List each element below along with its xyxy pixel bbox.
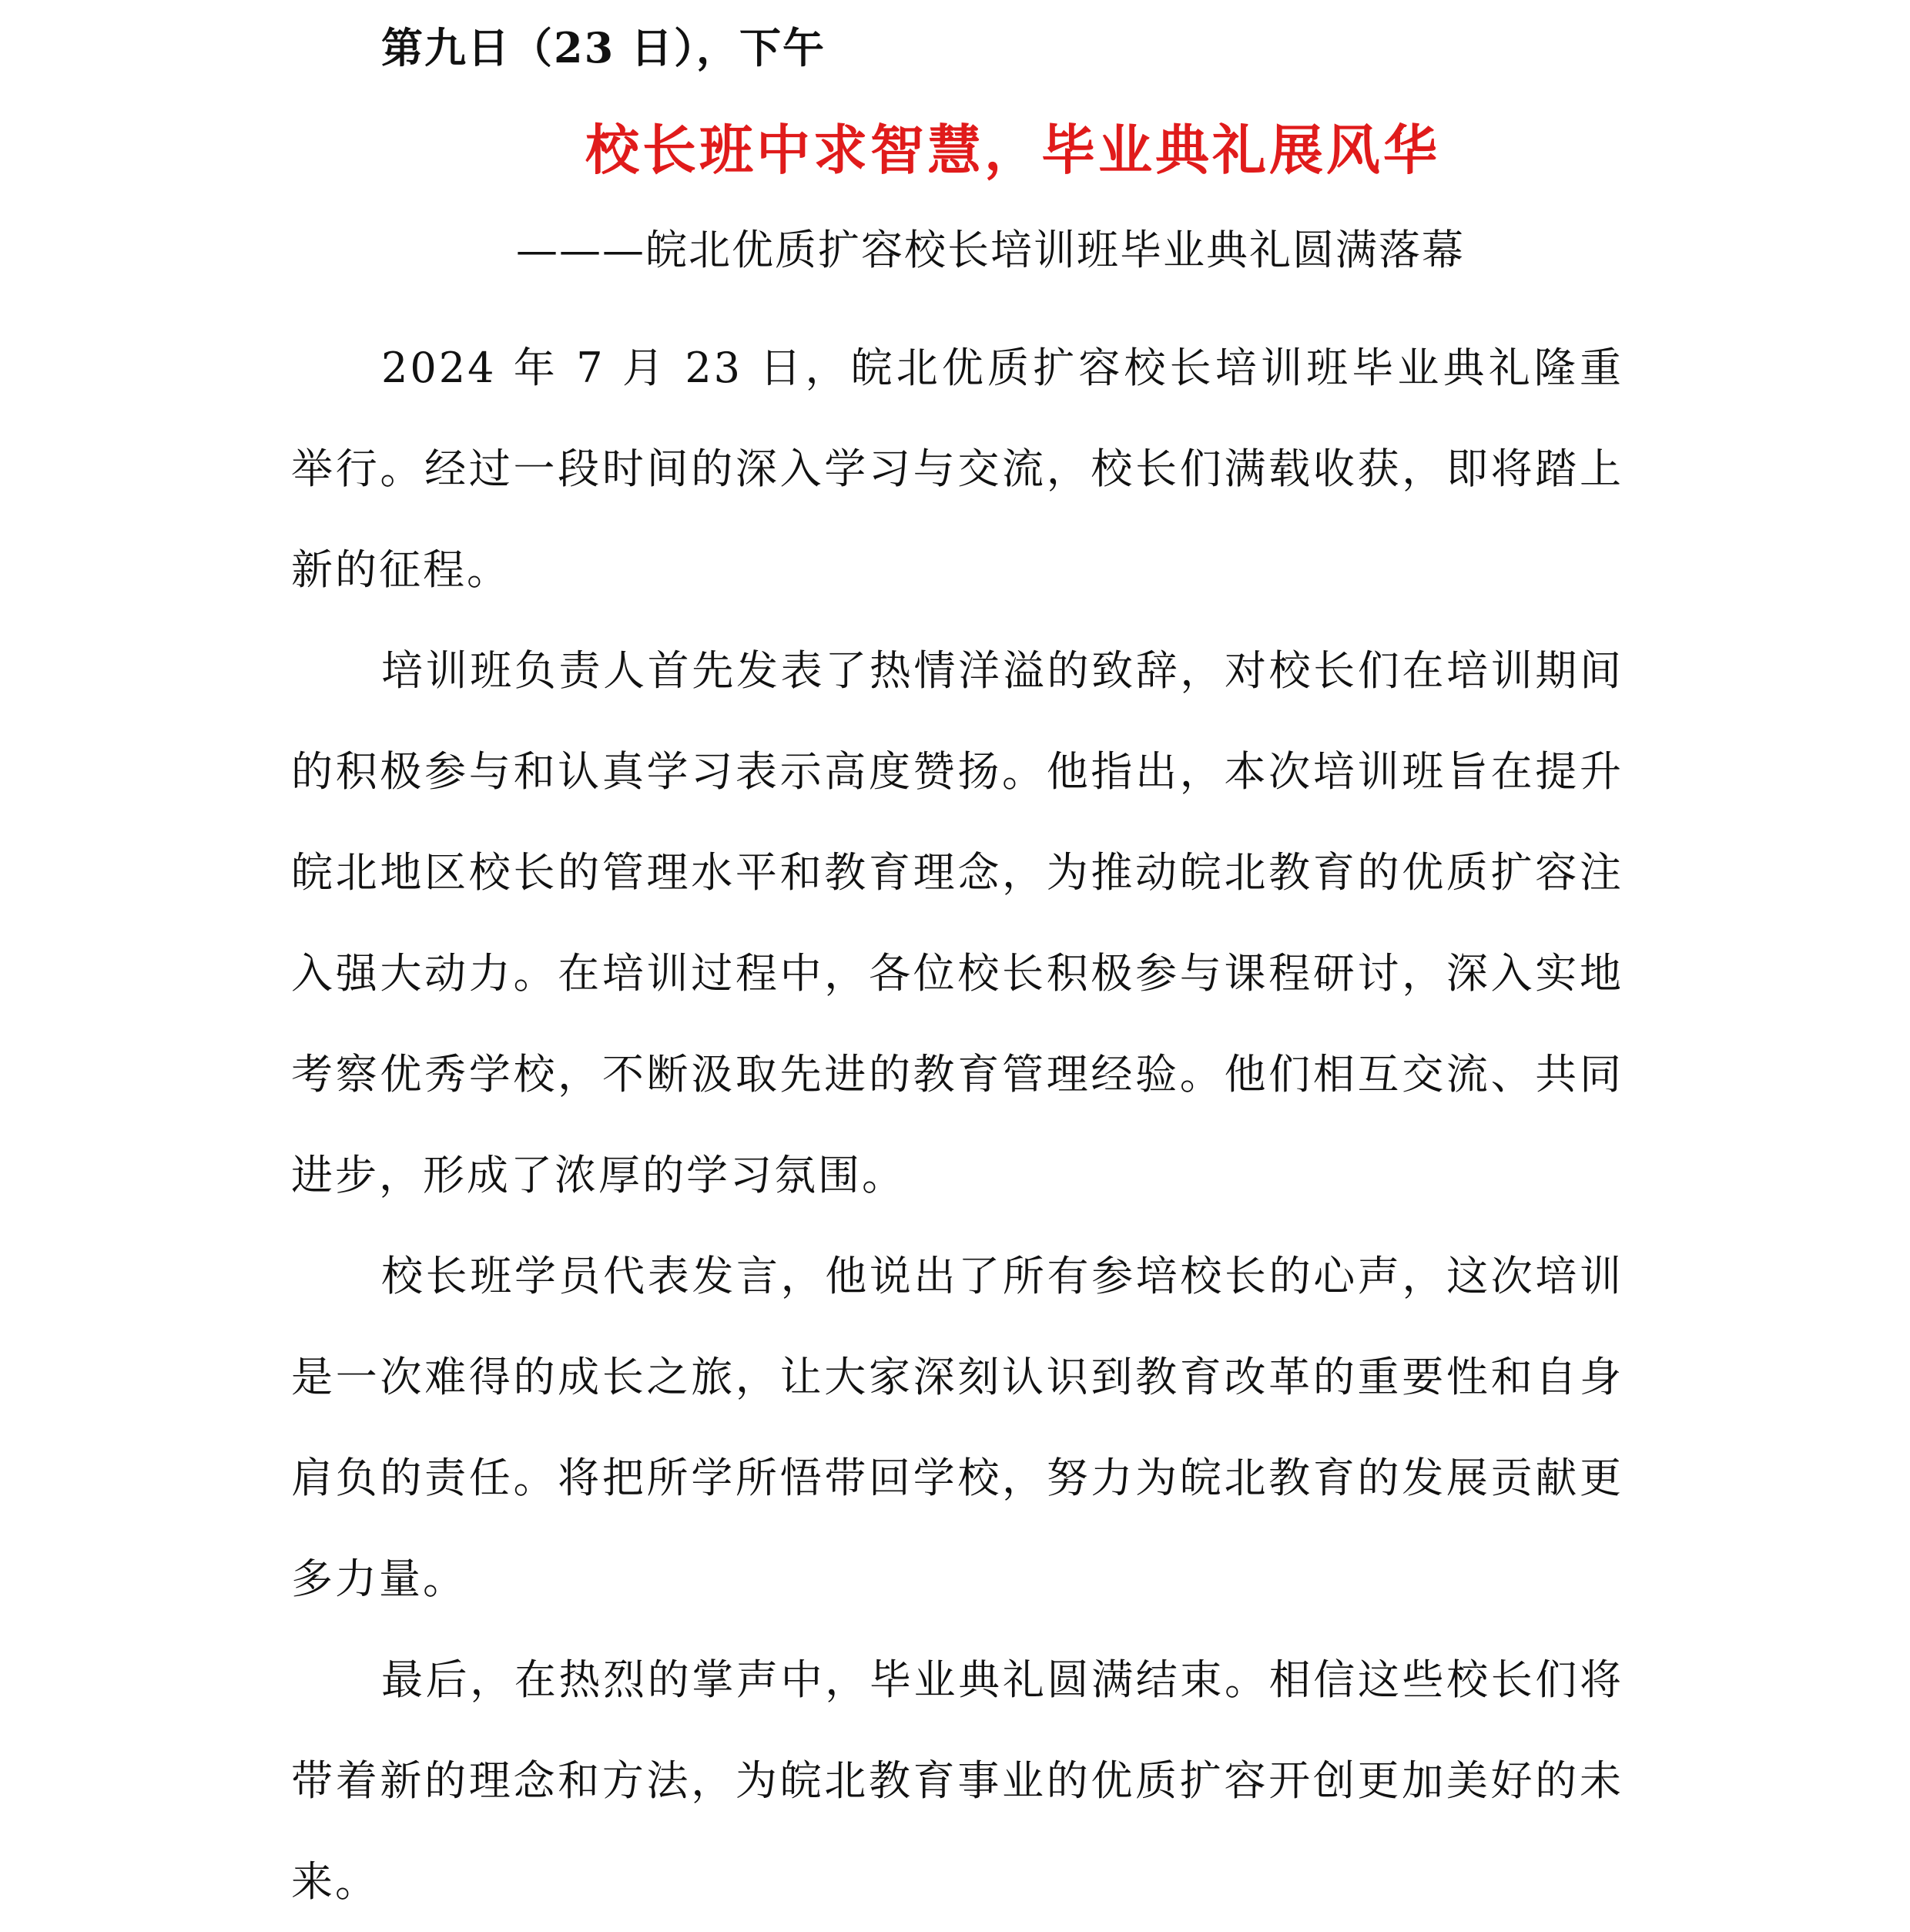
paragraph: 校长班学员代表发言，他说出了所有参培校长的心声，这次培训是一次难得的成长之旅，让大家深刻认识到教育改革的重要性和自身肩负的责任。将把所学所悟带回学校，努力为皖北教育的发展贡献更多力量。	[291, 1252, 1624, 1603]
paragraph: 培训班负责人首先发表了热情洋溢的致辞，对校长们在培训期间的积极参与和认真学习表示高度赞扬。他指出，本次培训班旨在提升皖北地区校长的管理水平和教育理念，为推动皖北教育的优质扩容注入强大动力。在培训过程中，各位校长积极参与课程研讨，深入实地考察优秀学校，不断汲取先进的教育管理经验。他们相互交流、共同进步，形成了浓厚的学习氛围。	[291, 646, 1624, 1199]
article-body	[291, 317, 1624, 1932]
paragraph: 2024 年 7 月 23 日，皖北优质扩容校长培训班毕业典礼隆重举行。经过一段时间的深入学习与交流，校长们满载收获，即将踏上新的征程。	[291, 344, 1624, 594]
paragraph: 最后，在热烈的掌声中，毕业典礼圆满结束。相信这些校长们将带着新的理念和方法，为皖北教育事业的优质扩容开创更加美好的未来。	[291, 1655, 1624, 1906]
article-title: 校长班中求智慧，毕业典礼展风华	[585, 118, 1440, 182]
article-subtitle: ———皖北优质扩容校长培训班毕业典礼圆满落幕	[516, 226, 1465, 274]
day-heading: 第九日（23 日），下午	[381, 23, 826, 72]
